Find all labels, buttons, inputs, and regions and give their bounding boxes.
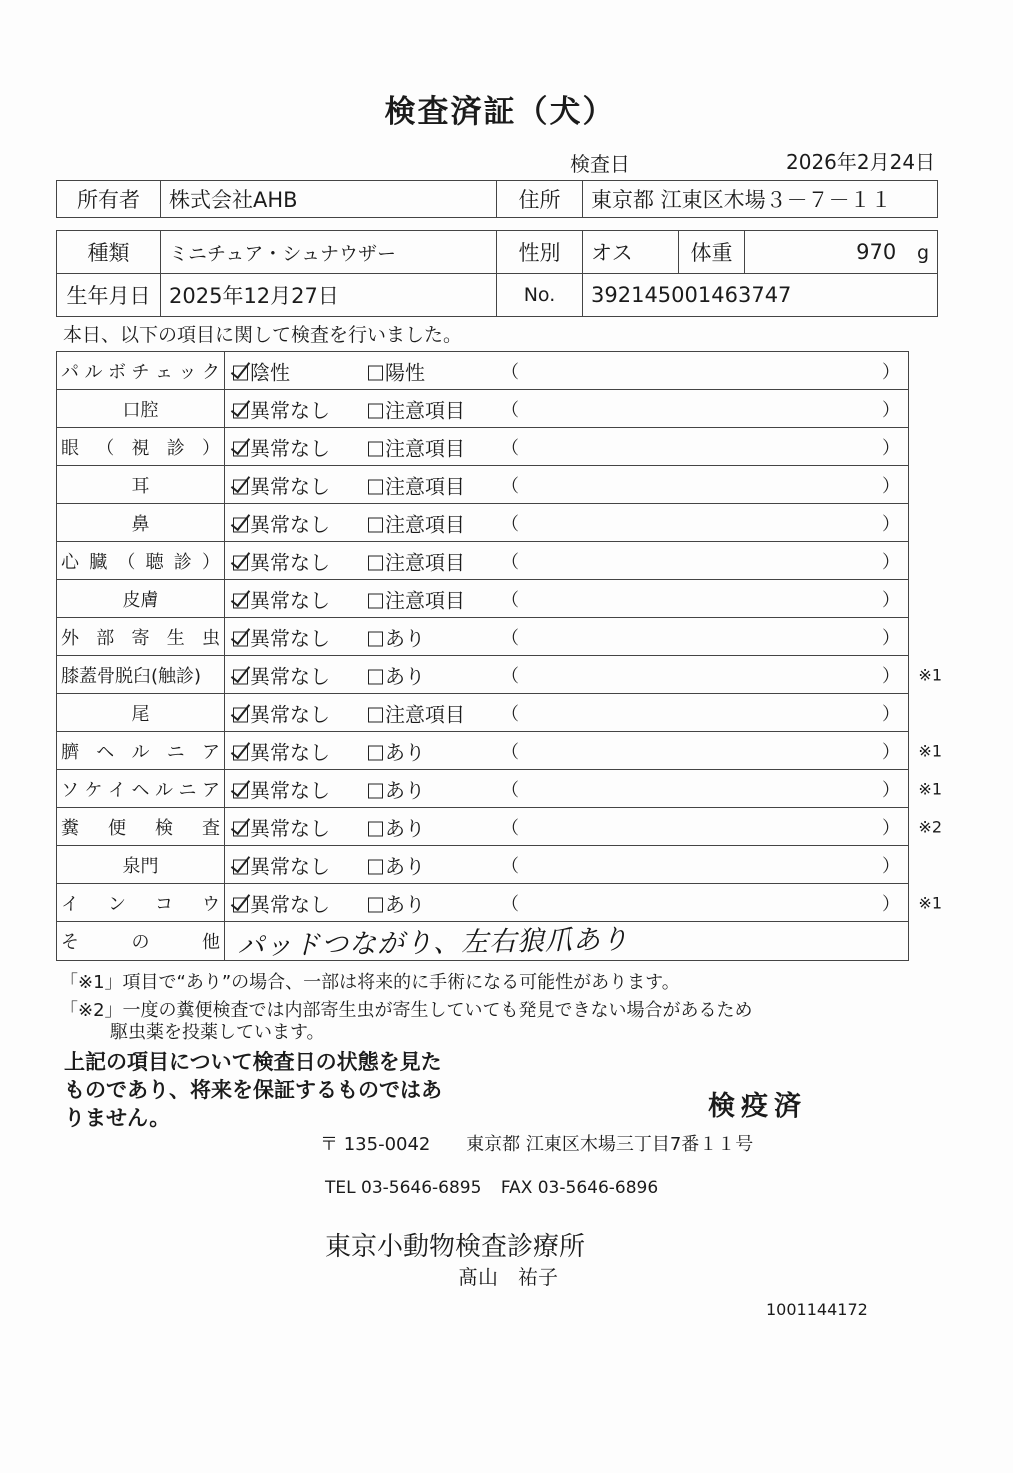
check-row	[57, 390, 909, 428]
option-normal[interactable]	[233, 508, 330, 537]
option-normal[interactable]	[233, 470, 330, 499]
label-char: パ	[61, 361, 79, 383]
weight-unit: g	[916, 242, 929, 264]
postal-code: 〒 135-0042	[320, 1134, 431, 1155]
option-abnormal-label: あり	[385, 854, 425, 878]
option-normal[interactable]	[233, 736, 330, 765]
option-normal-label: 異常なし	[250, 474, 330, 498]
checked-checkbox-icon[interactable]	[233, 745, 248, 760]
check-row	[57, 770, 909, 808]
checks-table	[56, 351, 942, 963]
label-char: 診	[166, 437, 185, 459]
serial-number: 1001144172	[766, 1300, 868, 1319]
empty-checkbox-icon[interactable]	[368, 593, 383, 608]
check-label-cell	[57, 618, 225, 656]
label-char: ル	[84, 361, 103, 383]
check-row	[57, 884, 909, 922]
remarks-open-paren: （	[501, 513, 519, 535]
remarks-close-paren: ）	[882, 665, 900, 687]
address-label: 住所	[497, 181, 583, 218]
breed-label: 種類	[57, 231, 161, 274]
label-char: 聴	[145, 551, 164, 573]
label-char: 膚	[140, 589, 159, 611]
label-char: ）	[201, 551, 220, 573]
check-label	[61, 814, 220, 840]
check-label-cell	[57, 656, 225, 694]
weight-cell	[745, 231, 938, 274]
check-options-cell	[225, 466, 909, 504]
check-label: 耳	[131, 475, 150, 497]
check-options-cell	[225, 846, 909, 884]
option-abnormal[interactable]	[368, 394, 465, 423]
option-abnormal-label: あり	[385, 892, 425, 916]
option-normal-label: 異常なし	[250, 664, 330, 688]
label-char: 外	[61, 627, 79, 649]
empty-checkbox-icon[interactable]	[368, 859, 383, 874]
footnote-2-line-2: 駆虫薬を投薬しています。	[110, 1022, 325, 1043]
quarantine-stamp: 検疫済	[708, 1091, 807, 1122]
label-char: 口	[122, 399, 141, 421]
owner-table	[56, 180, 938, 218]
label-char: ク	[202, 361, 220, 383]
option-normal-label: 異常なし	[250, 892, 330, 916]
label-char: 生	[166, 627, 185, 649]
option-abnormal-label: 注意項目	[385, 550, 465, 574]
check-label-cell	[57, 694, 225, 732]
option-abnormal-label: あり	[385, 778, 425, 802]
pet-table	[56, 230, 938, 317]
check-options-cell	[225, 808, 942, 846]
remarks-open-paren: （	[501, 475, 519, 497]
check-label-cell	[57, 846, 225, 884]
remarks-open-paren: （	[501, 817, 519, 839]
label-char: 臍	[61, 741, 79, 763]
label-char: 診	[173, 551, 192, 573]
option-abnormal[interactable]	[368, 698, 465, 727]
check-options-cell	[225, 732, 942, 770]
remarks-close-paren: ）	[882, 551, 900, 573]
exam-date-label: 検査日	[570, 152, 630, 176]
empty-checkbox-icon[interactable]	[368, 479, 383, 494]
fax: FAX 03-5646-6896	[500, 1178, 659, 1198]
option-abnormal[interactable]	[368, 432, 465, 461]
label-char: 部	[96, 627, 115, 649]
option-abnormal[interactable]	[368, 546, 465, 575]
remarks-close-paren: ）	[882, 513, 900, 535]
option-normal-label: 異常なし	[250, 436, 330, 460]
check-options-cell	[225, 656, 942, 694]
check-row	[57, 428, 909, 466]
empty-checkbox-icon[interactable]	[368, 783, 383, 798]
check-label	[61, 738, 220, 764]
label-char: ボ	[108, 361, 126, 383]
option-normal-label: 異常なし	[250, 740, 330, 764]
option-abnormal[interactable]	[368, 850, 425, 879]
label-char: ニ	[178, 779, 197, 801]
label-char: 腔	[140, 399, 159, 421]
option-normal-label: 異常なし	[250, 398, 330, 422]
breed-value: ミニチュア・シュナウザー	[161, 231, 497, 274]
exam-date: 2026年2月24日	[786, 150, 936, 174]
check-row	[57, 504, 909, 542]
label-char: ル	[131, 741, 150, 763]
label-char: ェ	[155, 361, 173, 383]
check-options-cell	[225, 352, 909, 390]
label-char: ヘ	[96, 741, 115, 763]
label-char: ア	[202, 741, 220, 763]
remarks-close-paren: ）	[882, 817, 900, 839]
option-abnormal[interactable]	[368, 356, 425, 385]
label-char: 心	[61, 551, 79, 573]
checked-checkbox-icon[interactable]	[233, 403, 248, 418]
empty-checkbox-icon[interactable]	[368, 707, 383, 722]
remarks-close-paren: ）	[882, 779, 900, 801]
label-char: （	[96, 437, 115, 459]
remarks-close-paren: ）	[882, 399, 900, 421]
empty-checkbox-icon[interactable]	[368, 745, 383, 760]
remarks-open-paren: （	[501, 855, 519, 877]
label-char: 虫	[202, 627, 220, 649]
option-abnormal-label: あり	[385, 740, 425, 764]
check-row	[57, 580, 909, 618]
label-char: の	[131, 932, 150, 953]
checked-checkbox-icon[interactable]	[233, 593, 248, 608]
option-normal[interactable]	[233, 432, 330, 461]
option-abnormal-label: 注意項目	[385, 512, 465, 536]
intro-text: 本日、以下の項目に関して検査を行いました。	[63, 324, 463, 346]
remarks-close-paren: ）	[882, 361, 900, 383]
owner-value: 株式会社AHB	[161, 181, 497, 218]
label-char: 眼	[61, 437, 79, 459]
option-normal-label: 異常なし	[250, 588, 330, 612]
option-abnormal-label: 注意項目	[385, 588, 465, 612]
check-row	[57, 466, 909, 504]
clinic-name: 東京小動物検査診療所	[325, 1232, 586, 1262]
option-abnormal[interactable]	[368, 584, 465, 613]
option-normal-label: 異常なし	[250, 512, 330, 536]
check-label	[61, 624, 220, 650]
option-abnormal-label: 注意項目	[385, 702, 465, 726]
checked-checkbox-icon[interactable]	[233, 669, 248, 684]
footnote-1: 「※1」項目で“あり”の場合、一部は将来的に手術になる可能性があります。	[60, 972, 680, 993]
check-options-cell	[225, 542, 909, 580]
empty-checkbox-icon[interactable]	[368, 517, 383, 532]
check-label	[61, 890, 220, 916]
check-row	[57, 352, 909, 390]
footnote-marker: ※1	[918, 893, 942, 912]
option-normal-label: 異常なし	[250, 816, 330, 840]
empty-checkbox-icon[interactable]	[368, 897, 383, 912]
remarks-open-paren: （	[501, 361, 519, 383]
option-normal[interactable]	[233, 850, 330, 879]
empty-checkbox-icon[interactable]	[368, 441, 383, 456]
check-options-cell	[225, 618, 909, 656]
label-char: 視	[131, 437, 150, 459]
option-abnormal-label: あり	[385, 626, 425, 650]
check-row	[57, 846, 909, 884]
empty-checkbox-icon[interactable]	[368, 669, 383, 684]
check-options-cell	[225, 770, 942, 808]
empty-checkbox-icon[interactable]	[368, 403, 383, 418]
footnote-marker: ※1	[918, 741, 942, 760]
check-options-cell	[225, 504, 909, 542]
disclaimer: 上記の項目について検査日の状態を見たものであり、将来を保証するものではありません。	[64, 1050, 442, 1130]
label-char: ニ	[166, 741, 185, 763]
check-label-cell	[57, 770, 225, 808]
option-normal[interactable]	[233, 622, 330, 651]
remarks-open-paren: （	[501, 437, 519, 459]
remarks-close-paren: ）	[882, 627, 900, 649]
check-row	[57, 656, 909, 694]
label-char: 糞	[61, 817, 79, 839]
label-char: 他	[202, 932, 220, 953]
remarks-open-paren: （	[501, 551, 519, 573]
check-label: 膝蓋骨脱臼(触診)	[61, 665, 202, 687]
checked-checkbox-icon[interactable]	[233, 441, 248, 456]
other-label-cell	[57, 922, 225, 961]
remarks-close-paren: ）	[882, 741, 900, 763]
option-abnormal-label: あり	[385, 816, 425, 840]
checked-checkbox-icon[interactable]	[233, 631, 248, 646]
label-char: そ	[61, 932, 79, 953]
check-label: 鼻	[131, 513, 150, 535]
check-label-cell	[57, 808, 225, 846]
check-row	[57, 808, 909, 846]
check-options-cell	[225, 884, 942, 922]
checked-checkbox-icon[interactable]	[233, 707, 248, 722]
check-row	[57, 732, 909, 770]
option-normal-label: 異常なし	[250, 702, 330, 726]
tel: TEL 03-5646-6895	[325, 1178, 482, 1198]
checked-checkbox-icon[interactable]	[233, 479, 248, 494]
checked-checkbox-icon[interactable]	[233, 897, 248, 912]
label-char: ウ	[202, 893, 220, 915]
label-char: 査	[202, 817, 220, 839]
dob-value: 2025年12月27日	[161, 274, 497, 317]
label-char: ケ	[84, 779, 103, 801]
check-row	[57, 542, 909, 580]
option-normal[interactable]	[233, 660, 330, 689]
option-normal-label: 異常なし	[250, 626, 330, 650]
option-normal[interactable]	[233, 698, 330, 727]
label-char: ソ	[61, 779, 79, 801]
check-label	[61, 548, 220, 574]
footnote-2-line-1: 「※2」一度の糞便検査では内部寄生虫が寄生していても発見できない場合があるため	[60, 1000, 753, 1021]
doctor-name: 髙山 祐子	[458, 1265, 558, 1289]
empty-checkbox-icon[interactable]	[368, 821, 383, 836]
footnote-marker: ※2	[918, 817, 942, 836]
check-label-cell	[57, 732, 225, 770]
option-normal[interactable]	[233, 584, 330, 613]
other-handwritten-note: パッドつながり、左右狼爪あり	[236, 924, 630, 963]
check-label	[61, 396, 220, 422]
check-label-cell	[57, 428, 225, 466]
label-char: 泉	[122, 855, 141, 877]
option-normal[interactable]	[233, 356, 290, 385]
option-abnormal[interactable]	[368, 622, 425, 651]
check-label	[61, 586, 220, 612]
remarks-open-paren: （	[501, 741, 519, 763]
document-title: 検査済証（犬）	[384, 94, 616, 130]
no-label: No.	[497, 274, 583, 317]
label-char: 門	[140, 855, 159, 877]
option-abnormal-label: 注意項目	[385, 398, 465, 422]
option-abnormal-label: 陽性	[385, 360, 425, 384]
check-label-cell	[57, 390, 225, 428]
option-normal-label: 異常なし	[250, 550, 330, 574]
label-char: 寄	[131, 627, 150, 649]
remarks-open-paren: （	[501, 779, 519, 801]
label-char: 臓	[89, 551, 108, 573]
check-label: 尾	[131, 703, 150, 725]
check-options-cell	[225, 580, 909, 618]
option-abnormal[interactable]	[368, 812, 425, 841]
option-normal[interactable]	[233, 888, 330, 917]
label-char: チ	[131, 361, 150, 383]
option-normal-label: 陰性	[250, 360, 290, 384]
check-label-cell	[57, 352, 225, 390]
label-char: ヘ	[131, 779, 150, 801]
remarks-close-paren: ）	[882, 589, 900, 611]
remarks-open-paren: （	[501, 665, 519, 687]
remarks-close-paren: ）	[882, 855, 900, 877]
label-char: ア	[202, 779, 220, 801]
weight-value: 970	[856, 240, 897, 264]
footnote-marker: ※1	[918, 779, 942, 798]
check-row	[57, 618, 909, 656]
check-options-cell	[225, 694, 909, 732]
option-normal-label: 異常なし	[250, 778, 330, 802]
remarks-close-paren: ）	[882, 475, 900, 497]
checked-checkbox-icon[interactable]	[233, 859, 248, 874]
option-abnormal[interactable]	[368, 660, 425, 689]
label-char: （	[117, 551, 136, 573]
label-char: イ	[61, 893, 79, 915]
address-value: 東京都 江東区木場３－７－１１	[583, 181, 938, 218]
check-options-cell	[225, 428, 909, 466]
remarks-open-paren: （	[501, 893, 519, 915]
option-normal[interactable]	[233, 812, 330, 841]
check-label-cell	[57, 466, 225, 504]
empty-checkbox-icon[interactable]	[368, 365, 383, 380]
clinic-address: 東京都 江東区木場三丁目7番１１号	[466, 1134, 754, 1155]
check-options-cell	[225, 390, 909, 428]
check-label	[61, 358, 220, 384]
dob-label: 生年月日	[57, 274, 161, 317]
other-label	[61, 928, 220, 954]
option-abnormal-label: あり	[385, 664, 425, 688]
weight-label: 体重	[679, 231, 745, 274]
check-row	[57, 694, 909, 732]
option-abnormal-label: 注意項目	[385, 436, 465, 460]
option-abnormal[interactable]	[368, 736, 425, 765]
check-label-cell	[57, 504, 225, 542]
check-label	[61, 434, 220, 460]
label-char: ッ	[178, 361, 197, 383]
no-value: 392145001463747	[583, 274, 938, 317]
check-label-cell	[57, 580, 225, 618]
option-normal[interactable]	[233, 774, 330, 803]
empty-checkbox-icon[interactable]	[368, 555, 383, 570]
check-label-cell	[57, 884, 225, 922]
label-char: ）	[202, 437, 220, 459]
label-char: イ	[108, 779, 126, 801]
remarks-open-paren: （	[501, 703, 519, 725]
label-char: 皮	[122, 589, 141, 611]
check-label	[61, 776, 220, 802]
footnote-marker: ※1	[918, 665, 942, 684]
clinic-address-line	[320, 1130, 753, 1156]
option-abnormal[interactable]	[368, 470, 465, 499]
label-char: ン	[108, 893, 126, 915]
other-cell	[225, 922, 909, 961]
check-label	[61, 852, 220, 878]
checked-checkbox-icon[interactable]	[233, 517, 248, 532]
checked-checkbox-icon[interactable]	[233, 555, 248, 570]
empty-checkbox-icon[interactable]	[368, 631, 383, 646]
check-label-cell	[57, 542, 225, 580]
sex-label: 性別	[497, 231, 583, 274]
sex-value: オス	[583, 231, 679, 274]
remarks-close-paren: ）	[882, 893, 900, 915]
remarks-open-paren: （	[501, 399, 519, 421]
checked-checkbox-icon[interactable]	[233, 821, 248, 836]
option-abnormal[interactable]	[368, 508, 465, 537]
remarks-open-paren: （	[501, 589, 519, 611]
contact-line	[325, 1178, 658, 1198]
owner-label: 所有者	[57, 181, 161, 218]
option-normal-label: 異常なし	[250, 854, 330, 878]
label-char: ル	[155, 779, 173, 801]
option-normal[interactable]	[233, 546, 330, 575]
option-abnormal-label: 注意項目	[385, 474, 465, 498]
remarks-close-paren: ）	[882, 437, 900, 459]
checked-checkbox-icon[interactable]	[233, 783, 248, 798]
remarks-close-paren: ）	[882, 703, 900, 725]
option-normal[interactable]	[233, 394, 330, 423]
remarks-open-paren: （	[501, 627, 519, 649]
option-abnormal[interactable]	[368, 774, 425, 803]
label-char: コ	[155, 893, 173, 915]
label-char: 検	[155, 817, 173, 839]
label-char: 便	[108, 817, 126, 839]
option-abnormal[interactable]	[368, 888, 425, 917]
checked-checkbox-icon[interactable]	[233, 365, 248, 380]
